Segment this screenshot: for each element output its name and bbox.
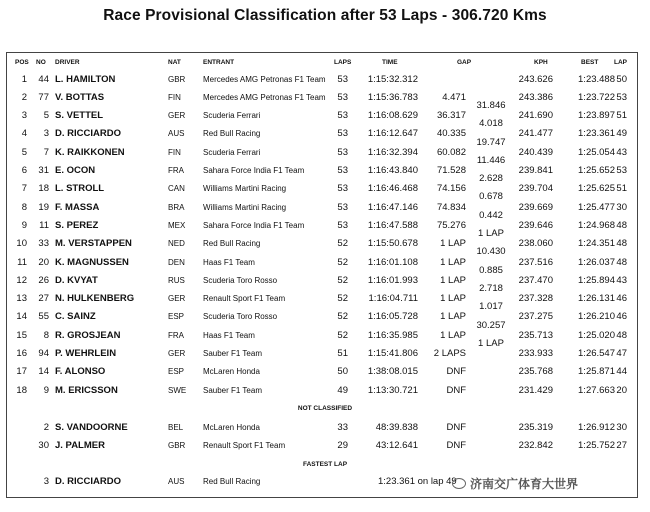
cell-gap: 1 LAP xyxy=(440,293,466,305)
cell-kph: 243.386 xyxy=(518,91,553,103)
gap-interval: 0.885 xyxy=(479,264,503,276)
cell-time: 1:16:32.394 xyxy=(367,146,418,158)
section-label: FASTEST LAP xyxy=(302,461,348,468)
cell-laps: 29 xyxy=(337,440,348,452)
cell-time: 1:16:12.647 xyxy=(367,128,418,140)
cell-no: 20 xyxy=(38,256,49,268)
cell-pos: 2 xyxy=(21,91,27,103)
cell-lap: 53 xyxy=(616,91,627,103)
header-no: NO xyxy=(36,59,46,66)
cell-driver: S. VETTEL xyxy=(55,110,104,122)
cell-pos: 1 xyxy=(21,73,27,85)
cell-laps: 33 xyxy=(337,422,348,433)
cell-entrant: Williams Martini Racing xyxy=(203,202,287,212)
cell-time: 43:12.641 xyxy=(375,440,418,452)
watermark xyxy=(452,475,578,492)
cell-no: 30 xyxy=(38,440,49,452)
cell-laps: 53 xyxy=(337,146,348,158)
cell-gap: 1 LAP xyxy=(440,274,466,286)
cell-time: 1:16:05.728 xyxy=(367,311,418,323)
cell-driver: M. ERICSSON xyxy=(55,384,118,396)
cell-time: 1:16:35.985 xyxy=(367,329,418,341)
cell-no: 2 xyxy=(43,422,49,433)
cell-gap: DNF xyxy=(446,384,466,396)
cell-laps: 52 xyxy=(337,274,348,286)
cell-lap: 49 xyxy=(616,128,627,140)
cell-lap: 48 xyxy=(616,219,627,231)
cell-gap: 1 LAP xyxy=(440,256,466,268)
cell-gap: 74.834 xyxy=(436,201,466,213)
cell-driver: L. HAMILTON xyxy=(55,73,116,85)
cell-best: 1:26.912 xyxy=(578,422,615,433)
cell-lap: 43 xyxy=(616,146,627,158)
cell-kph: 239.704 xyxy=(518,183,553,195)
cell-no: 77 xyxy=(38,91,49,103)
cell-time: 1:16:08.629 xyxy=(367,110,418,122)
cell-best: 1:25.894 xyxy=(578,274,615,286)
cell-pos: 15 xyxy=(16,329,27,341)
cell-lap: 47 xyxy=(616,348,627,359)
header-laps: LAPS xyxy=(334,59,352,66)
cell-time: 1:38:08.015 xyxy=(367,366,418,378)
cell-no: 27 xyxy=(38,293,49,305)
cell-laps: 50 xyxy=(337,366,348,378)
cell-gap: 4.471 xyxy=(442,91,466,103)
cell-no: 33 xyxy=(38,238,49,250)
cell-lap: 53 xyxy=(616,165,627,176)
cell-driver: D. RICCIARDO xyxy=(55,128,121,140)
cell-best: 1:25.477 xyxy=(578,201,615,213)
cell-no: 14 xyxy=(38,366,49,378)
cell-entrant: Scuderia Ferrari xyxy=(203,147,261,157)
cell-laps: 53 xyxy=(337,91,348,103)
cell-nat: RUS xyxy=(168,275,185,285)
cell-entrant: Red Bull Racing xyxy=(203,129,261,139)
gap-interval: 30.257 xyxy=(476,319,506,331)
cell-pos: 7 xyxy=(21,183,27,195)
cell-kph: 237.328 xyxy=(518,293,553,305)
cell-best: 1:24.968 xyxy=(578,219,615,231)
cell-kph: 233.933 xyxy=(518,348,553,359)
gap-interval: 2.628 xyxy=(479,173,503,185)
cell-laps: 51 xyxy=(337,348,348,359)
cell-best: 1:23.361 xyxy=(578,128,615,140)
cell-entrant: Scuderia Ferrari xyxy=(203,111,261,121)
cell-nat: FRA xyxy=(168,166,184,175)
cell-lap: 51 xyxy=(616,110,627,122)
cell-best: 1:23.722 xyxy=(578,91,615,103)
cell-nat: FIN xyxy=(168,92,181,102)
gap-interval: 31.846 xyxy=(476,99,506,111)
cell-nat: NED xyxy=(168,239,185,249)
cell-driver: S. PEREZ xyxy=(55,219,99,231)
cell-gap: 2 LAPS xyxy=(433,348,466,359)
cell-driver: R. GROSJEAN xyxy=(55,329,121,341)
cell-time: 1:16:47.588 xyxy=(367,219,418,231)
cell-pos: 11 xyxy=(17,256,27,268)
cell-entrant: Scuderia Toro Rosso xyxy=(203,275,278,285)
header-pos: POS xyxy=(15,59,29,66)
cell-kph: 231.429 xyxy=(518,384,553,396)
gap-interval: 0.442 xyxy=(479,209,503,221)
cell-nat: SWE xyxy=(168,385,187,395)
cell-nat: MEX xyxy=(168,220,186,230)
cell-time: 1:15:50.678 xyxy=(367,238,418,250)
cell-time: 1:16:04.711 xyxy=(368,293,418,305)
section-label: NOT CLASSIFIED xyxy=(297,405,353,412)
cell-best: 1:25.871 xyxy=(578,366,615,378)
cell-driver: D. RICCIARDO xyxy=(55,476,121,487)
cell-fastest-time: 1:23.361 on lap 49 xyxy=(378,476,457,487)
cell-nat: GBR xyxy=(168,441,186,451)
cell-pos: 8 xyxy=(21,201,27,213)
cell-kph: 238.060 xyxy=(518,238,553,250)
cell-best: 1:25.054 xyxy=(578,146,615,158)
cell-entrant: Mercedes AMG Petronas F1 Team xyxy=(203,92,326,102)
cell-entrant: Sauber F1 Team xyxy=(203,385,262,395)
cell-kph: 237.275 xyxy=(518,311,553,323)
cell-driver: J. PALMER xyxy=(55,440,105,452)
cell-no: 44 xyxy=(38,73,49,85)
cell-entrant: Haas F1 Team xyxy=(203,257,255,267)
cell-kph: 232.842 xyxy=(518,440,553,452)
cell-laps: 53 xyxy=(337,73,348,85)
cell-entrant: Scuderia Toro Rosso xyxy=(203,312,278,322)
gap-interval: 0.678 xyxy=(479,191,503,203)
cell-driver: L. STROLL xyxy=(55,183,105,195)
cell-kph: 237.516 xyxy=(518,256,553,268)
cell-nat: GER xyxy=(168,111,186,121)
cell-best: 1:23.488 xyxy=(578,73,615,85)
cell-pos: 17 xyxy=(16,366,27,378)
cell-kph: 239.646 xyxy=(518,219,553,231)
gap-interval: 1 LAP xyxy=(478,228,504,240)
cell-laps: 52 xyxy=(337,238,348,250)
cell-best: 1:25.752 xyxy=(578,440,615,452)
cell-gap: 1 LAP xyxy=(440,329,466,341)
cell-entrant: Williams Martini Racing xyxy=(203,184,287,194)
gap-interval: 10.430 xyxy=(476,246,506,258)
watermark-text: 济南交广体育大世界 xyxy=(470,477,579,491)
cell-gap: 74.156 xyxy=(436,183,466,195)
cell-entrant: Renault Sport F1 Team xyxy=(203,294,286,304)
cell-best: 1:23.897 xyxy=(578,110,615,122)
cell-entrant: McLaren Honda xyxy=(203,423,260,432)
cell-driver: F. ALONSO xyxy=(55,366,106,378)
header-gap: GAP xyxy=(457,59,472,66)
cell-lap: 51 xyxy=(616,183,627,195)
cell-pos: 12 xyxy=(16,274,27,286)
cell-best: 1:24.351 xyxy=(578,238,615,250)
cell-lap: 50 xyxy=(616,73,627,85)
cell-kph: 235.768 xyxy=(518,366,553,378)
cell-kph: 243.626 xyxy=(518,73,553,85)
cell-time: 1:16:46.468 xyxy=(367,183,418,195)
cell-driver: N. HULKENBERG xyxy=(55,293,135,305)
cell-no: 55 xyxy=(38,311,49,323)
cell-gap: 60.082 xyxy=(436,146,466,158)
cell-time: 1:15:41.806 xyxy=(367,348,418,359)
cell-time: 1:16:47.146 xyxy=(367,201,418,213)
gap-interval: 19.747 xyxy=(476,136,506,148)
cell-nat: FIN xyxy=(168,147,181,157)
header-time: TIME xyxy=(382,59,398,66)
cell-kph: 235.713 xyxy=(518,329,553,341)
cell-nat: GER xyxy=(168,294,186,304)
cell-lap: 46 xyxy=(616,293,627,305)
cell-no: 3 xyxy=(43,128,49,140)
cell-entrant: Red Bull Racing xyxy=(203,239,261,249)
cell-laps: 53 xyxy=(337,201,348,213)
cell-nat: ESP xyxy=(168,312,185,322)
cell-driver: K. RAIKKONEN xyxy=(55,146,125,158)
cell-best: 1:25.625 xyxy=(578,183,615,195)
cell-entrant: Red Bull Racing xyxy=(203,477,261,486)
cell-driver: P. WEHRLEIN xyxy=(55,348,117,359)
cell-no: 94 xyxy=(38,348,49,359)
cell-lap: 44 xyxy=(616,366,627,378)
cell-kph: 235.319 xyxy=(518,422,553,433)
cell-no: 9 xyxy=(43,384,49,396)
wechat-icon xyxy=(452,478,466,489)
cell-nat: AUS xyxy=(168,129,185,139)
gap-interval: 1.017 xyxy=(479,301,503,313)
cell-lap: 48 xyxy=(616,329,627,341)
cell-entrant: Haas F1 Team xyxy=(203,330,255,340)
header-kph: KPH xyxy=(534,59,548,66)
cell-gap: 36.317 xyxy=(436,110,466,122)
cell-driver: K. MAGNUSSEN xyxy=(55,256,129,268)
page-title: Race Provisional Classification after 53 Laps - 306.720 Kms xyxy=(103,7,547,24)
cell-entrant: Mercedes AMG Petronas F1 Team xyxy=(203,74,326,84)
cell-gap: 1 LAP xyxy=(440,238,466,250)
cell-laps: 53 xyxy=(337,128,348,140)
header-entrant: ENTRANT xyxy=(203,59,235,66)
cell-time: 1:16:01.108 xyxy=(367,256,418,268)
cell-kph: 241.690 xyxy=(518,110,553,122)
cell-entrant: Sahara Force India F1 Team xyxy=(203,166,305,175)
cell-no: 19 xyxy=(38,201,49,213)
cell-nat: DEN xyxy=(168,257,185,267)
cell-gap: DNF xyxy=(446,366,466,378)
cell-driver: C. SAINZ xyxy=(55,311,96,323)
cell-best: 1:25.652 xyxy=(578,165,615,176)
cell-best: 1:27.663 xyxy=(578,384,615,396)
cell-gap: DNF xyxy=(446,440,466,452)
cell-pos: 14 xyxy=(16,311,27,323)
cell-lap: 20 xyxy=(616,384,627,396)
cell-time: 1:13:30.721 xyxy=(367,384,418,396)
cell-driver: V. BOTTAS xyxy=(55,91,105,103)
cell-pos: 6 xyxy=(21,165,27,176)
cell-driver: E. OCON xyxy=(55,165,96,176)
gap-interval: 1 LAP xyxy=(478,337,504,349)
cell-gap: 1 LAP xyxy=(440,311,466,323)
cell-laps: 52 xyxy=(337,256,348,268)
cell-lap: 30 xyxy=(616,422,627,433)
cell-nat: ESP xyxy=(168,367,185,377)
cell-pos: 18 xyxy=(16,384,27,396)
cell-best: 1:26.547 xyxy=(578,348,615,359)
cell-nat: FRA xyxy=(168,330,184,340)
cell-driver: D. KVYAT xyxy=(55,274,98,286)
cell-nat: CAN xyxy=(168,184,185,194)
cell-laps: 53 xyxy=(337,110,348,122)
cell-kph: 239.841 xyxy=(518,165,553,176)
cell-best: 1:25.020 xyxy=(578,329,615,341)
cell-pos: 13 xyxy=(16,293,27,305)
cell-gap: 40.335 xyxy=(436,128,466,140)
cell-gap: DNF xyxy=(446,422,466,433)
cell-no: 8 xyxy=(43,329,49,341)
cell-laps: 52 xyxy=(337,329,348,341)
cell-gap: 71.528 xyxy=(436,165,466,176)
cell-nat: AUS xyxy=(168,477,185,486)
header-driver: DRIVER xyxy=(55,59,80,66)
cell-lap: 48 xyxy=(616,238,627,250)
cell-best: 1:26.037 xyxy=(578,256,615,268)
cell-pos: 4 xyxy=(21,128,27,140)
gap-interval: 2.718 xyxy=(479,282,503,294)
cell-pos: 16 xyxy=(16,348,27,359)
cell-no: 3 xyxy=(43,476,49,487)
cell-time: 48:39.838 xyxy=(375,422,418,433)
cell-lap: 48 xyxy=(616,256,627,268)
cell-driver: S. VANDOORNE xyxy=(55,422,128,433)
cell-pos: 3 xyxy=(21,110,27,122)
header-best: BEST xyxy=(581,59,599,66)
cell-lap: 30 xyxy=(616,201,627,213)
cell-lap: 27 xyxy=(616,440,627,452)
cell-nat: BRA xyxy=(168,202,185,212)
cell-gap: 75.276 xyxy=(436,219,466,231)
cell-nat: GBR xyxy=(168,74,186,84)
cell-no: 31 xyxy=(38,165,49,176)
cell-driver: F. MASSA xyxy=(55,201,100,213)
cell-best: 1:26.210 xyxy=(578,311,615,323)
cell-entrant: Renault Sport F1 Team xyxy=(203,441,286,451)
cell-driver: M. VERSTAPPEN xyxy=(55,238,132,250)
cell-laps: 52 xyxy=(337,293,348,305)
cell-no: 18 xyxy=(38,183,49,195)
cell-no: 5 xyxy=(43,110,49,122)
cell-kph: 240.439 xyxy=(518,146,553,158)
cell-laps: 53 xyxy=(337,165,348,176)
cell-entrant: Sauber F1 Team xyxy=(203,349,262,358)
cell-no: 26 xyxy=(38,274,49,286)
cell-entrant: Sahara Force India F1 Team xyxy=(203,220,305,230)
cell-laps: 53 xyxy=(337,183,348,195)
header-lap: LAP xyxy=(614,59,627,66)
cell-time: 1:15:36.783 xyxy=(367,91,418,103)
cell-pos: 5 xyxy=(21,146,27,158)
cell-pos: 10 xyxy=(16,238,27,250)
cell-no: 7 xyxy=(43,146,49,158)
gap-interval: 11.446 xyxy=(476,154,506,166)
cell-nat: GER xyxy=(168,349,186,358)
cell-kph: 237.470 xyxy=(518,274,553,286)
cell-time: 1:16:01.993 xyxy=(367,274,418,286)
cell-time: 1:16:43.840 xyxy=(367,165,418,176)
cell-laps: 52 xyxy=(337,311,348,323)
cell-kph: 239.669 xyxy=(518,201,553,213)
cell-no: 11 xyxy=(39,219,49,231)
cell-laps: 49 xyxy=(337,384,348,396)
cell-pos: 9 xyxy=(21,219,27,231)
cell-time: 1:15:32.312 xyxy=(367,73,418,85)
header-nat: NAT xyxy=(168,59,181,66)
cell-nat: BEL xyxy=(168,423,184,432)
cell-entrant: McLaren Honda xyxy=(203,367,260,377)
cell-lap: 43 xyxy=(616,274,627,286)
cell-kph: 241.477 xyxy=(518,128,553,140)
cell-lap: 46 xyxy=(616,311,627,323)
cell-laps: 53 xyxy=(337,219,348,231)
gap-interval: 4.018 xyxy=(479,118,503,130)
cell-best: 1:26.131 xyxy=(578,293,615,305)
